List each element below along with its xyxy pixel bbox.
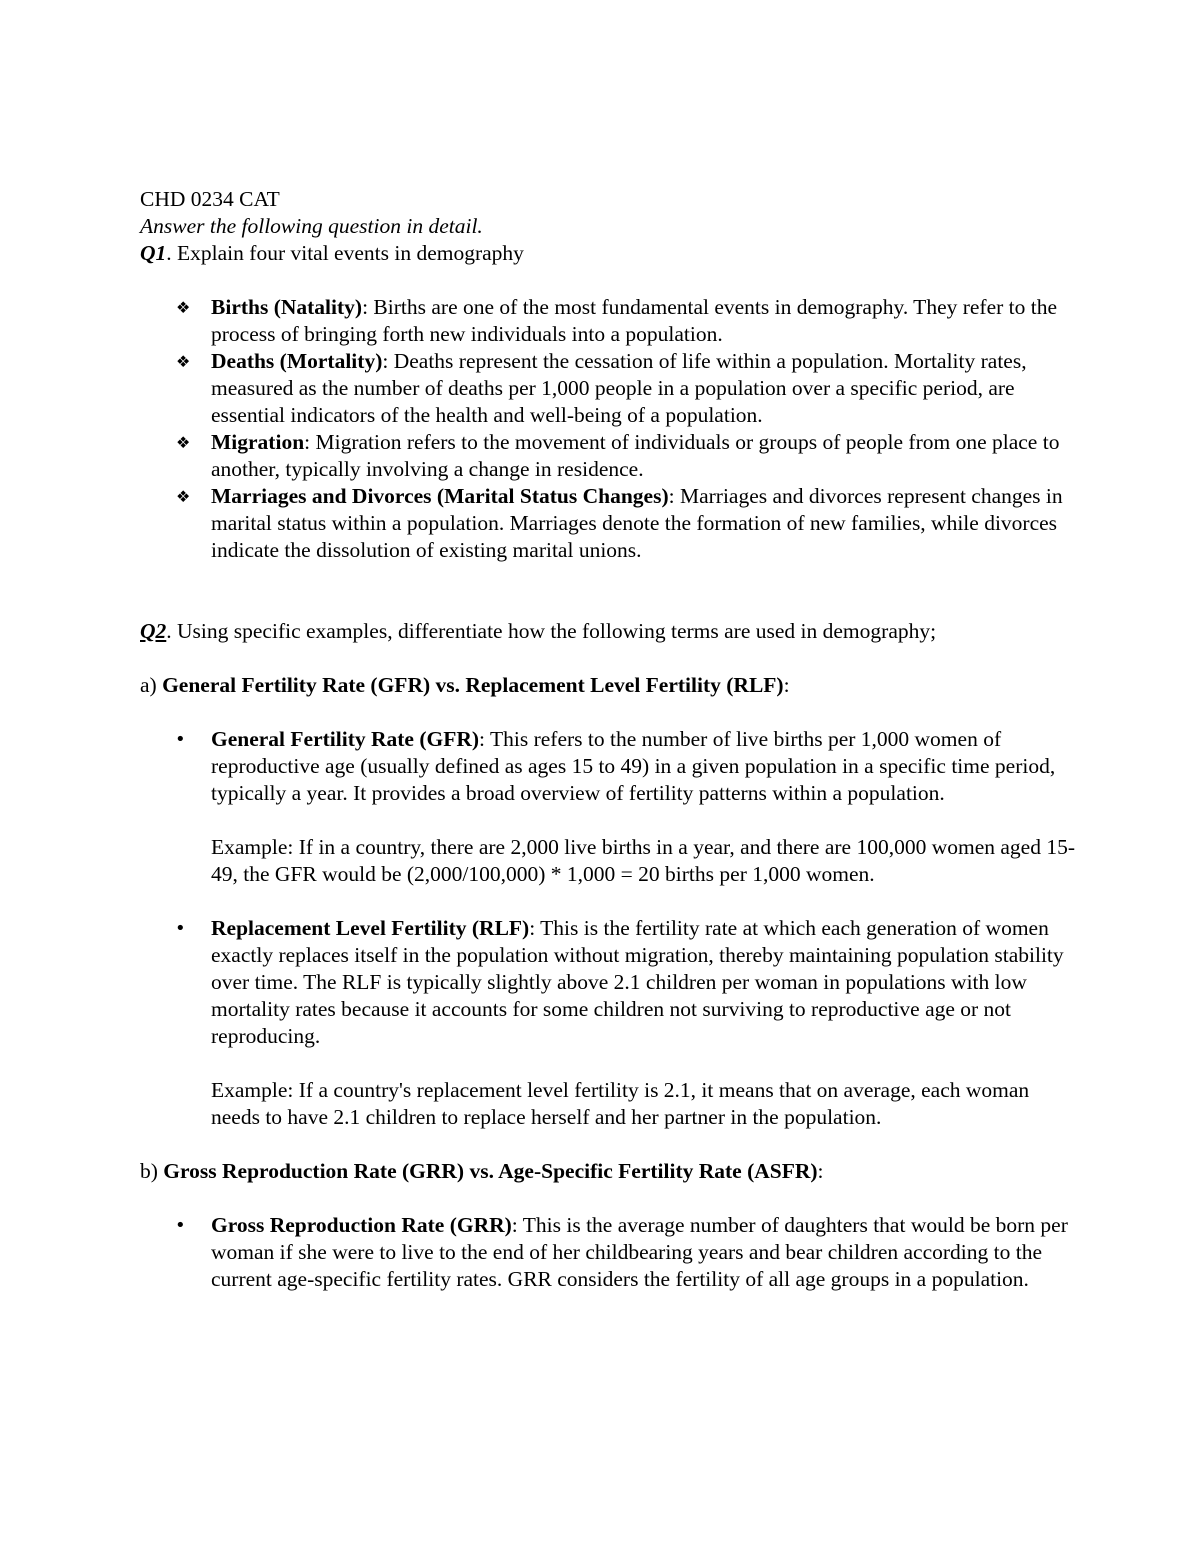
definition: : Marriages and divorces represent changes in marital status within a population. Marriages denote the formation of new families, while divorces indicate the dissolution of existing marital unions.: [211, 484, 1063, 562]
term: Marriages and Divorces (Marital Status Changes): [211, 484, 669, 508]
document-body: [140, 186, 1080, 1293]
part-a-list: [140, 726, 1080, 807]
part-b-list: [140, 1212, 1080, 1293]
instruction: Answer the following question in detail.: [140, 214, 483, 238]
term: Births (Natality): [211, 295, 363, 319]
part-a-title: General Fertility Rate (GFR) vs. Replacement Level Fertility (RLF): [162, 673, 784, 697]
list-item: [140, 483, 1080, 564]
definition: : This is the fertility rate at which each generation of women exactly replaces itself in the population without migration, thereby maintaining population stability over time. The RLF is typically slightly above 2.1 children per woman in populations with low mortality rates because it accounts for some children not surviving to reproductive age or not reproducing.: [211, 916, 1064, 1048]
question-1: [140, 240, 1080, 267]
list-item: [140, 429, 1080, 483]
list-item: [140, 915, 1080, 1050]
definition: : Migration refers to the movement of individuals or groups of people from one place to another, typically involving a change in residence.: [211, 430, 1060, 481]
list-item: [140, 726, 1080, 807]
part-a-heading: a) General Fertility Rate (GFR) vs. Replacement Level Fertility (RLF):: [140, 673, 790, 697]
term: General Fertility Rate (GFR): [211, 727, 480, 751]
definition: : Deaths represent the cessation of life within a population. Mortality rates, measured as the number of deaths per 1,000 people in a population over a specific period, are essential indicators of the health and well-being of a population.: [211, 349, 1027, 427]
diamond-bullet-icon: ❖: [176, 298, 191, 317]
list-item: [140, 1212, 1080, 1293]
definition: : This is the average number of daughters that would be born per woman if she were to live to the end of her childbearing years and bear children according to the current age-specific fertility rates. GRR considers the fertility of all age groups in a population.: [211, 1213, 1068, 1291]
list-item: [140, 294, 1080, 348]
course-title: CHD 0234 CAT: [140, 187, 280, 211]
term: Deaths (Mortality): [211, 349, 383, 373]
list-item: [140, 348, 1080, 429]
part-b-title: Gross Reproduction Rate (GRR) vs. Age-Specific Fertility Rate (ASFR): [163, 1159, 818, 1183]
term: Replacement Level Fertility (RLF): [211, 916, 530, 940]
example-text: Example: If a country's replacement level fertility is 2.1, it means that on average, each woman needs to have 2.1 children to replace herself and her partner in the population.: [211, 1078, 1030, 1129]
disc-bullet-icon: •: [175, 918, 186, 939]
question-2: [140, 618, 1080, 645]
diamond-bullet-icon: ❖: [176, 433, 191, 452]
question-1-label: Q1: [140, 241, 167, 265]
diamond-bullet-icon: ❖: [176, 487, 191, 506]
part-b-heading: b) Gross Reproduction Rate (GRR) vs. Age-Specific Fertility Rate (ASFR):: [140, 1159, 824, 1183]
question-2-label: Q2: [140, 619, 167, 643]
question-2-text: . Using specific examples, differentiate how the following terms are used in demography;: [166, 619, 937, 643]
part-a-list-2: [140, 915, 1080, 1050]
example-text: Example: If in a country, there are 2,000 live births in a year, and there are 100,000 women aged 15-49, the GFR would be (2,000/100,000) * 1,000 = 20 births per 1,000 women.: [211, 835, 1075, 886]
disc-bullet-icon: •: [175, 729, 186, 750]
term: Gross Reproduction Rate (GRR): [211, 1213, 512, 1237]
diamond-bullet-icon: ❖: [176, 352, 191, 371]
disc-bullet-icon: •: [175, 1215, 186, 1236]
definition: : Births are one of the most fundamental events in demography. They refer to the process of bringing forth new individuals into a population.: [211, 295, 1058, 346]
definition: : This refers to the number of live births per 1,000 women of reproductive age (usually defined as ages 15 to 49) in a given population in a specific time period, typically a year. It provides a broad overview of fertility patterns within a population.: [211, 727, 1056, 805]
vital-events-list: [140, 294, 1080, 564]
question-1-text: . Explain four vital events in demography: [166, 241, 524, 265]
term: Migration: [211, 430, 305, 454]
